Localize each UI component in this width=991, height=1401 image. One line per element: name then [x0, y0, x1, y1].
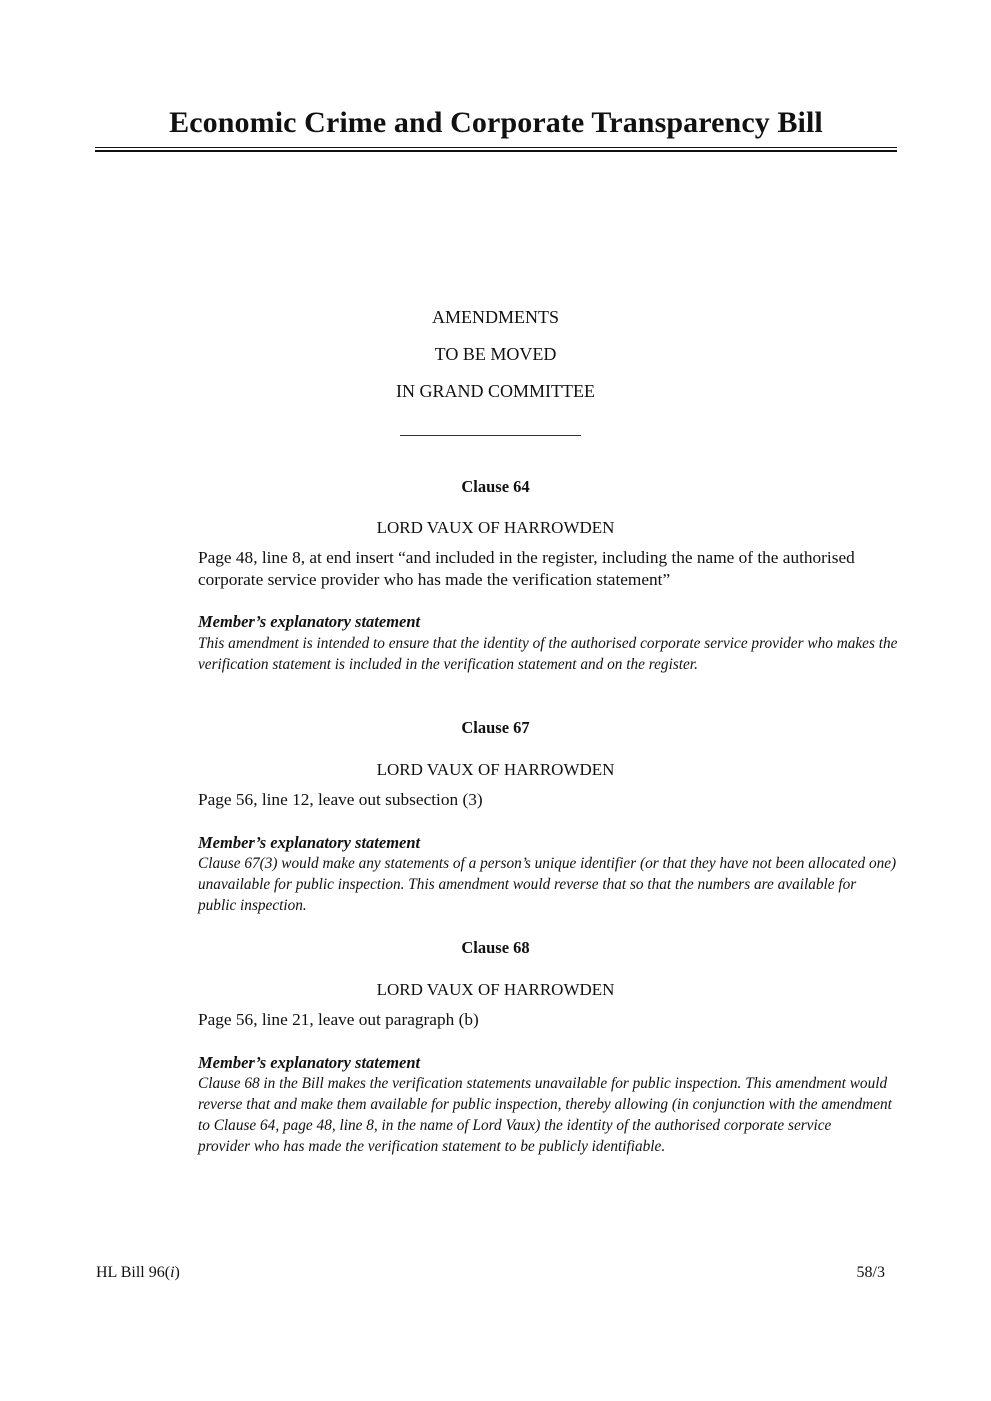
explanatory-heading: Member’s explanatory statement: [198, 833, 421, 852]
page-reference: 58/3: [856, 1264, 885, 1281]
heading-amendments: AMENDMENTS: [431, 307, 559, 327]
title-rule-thick: [95, 150, 897, 152]
document-title: Economic Crime and Corporate Transparency Bill: [169, 106, 823, 139]
amendment-text: Page 48, line 8, at end insert “and included in the register, including the name of the authorised corporate service provider who has made the verification statement”: [198, 548, 855, 589]
heading-grand-committee: IN GRAND COMMITTEE: [396, 381, 595, 401]
explanatory-text-line: Clause 68 in the Bill makes the verification statements unavailable for public inspection. This amendment would reverse that and make them available for public inspection, thereby allowing (in conjunction with the amendment to Clause 64, page 48, line 8, in the name of Lord Vaux) the identity of the authorised corporate service: [198, 1075, 892, 1134]
title-rule-thin: [95, 147, 897, 148]
bill-ref-prefix: HL Bill 96(: [96, 1264, 171, 1281]
member-name: LORD VAUX OF HARROWDEN: [376, 760, 615, 779]
explanatory-text-line: provider who has made the verification statement to be publicly identifiable.: [198, 1138, 666, 1155]
bill-ref-suffix: ): [174, 1264, 180, 1281]
amendment-text: Page 56, line 21, leave out paragraph (b): [198, 1010, 479, 1029]
explanatory-heading: Member’s explanatory statement: [198, 612, 421, 631]
clause-heading: Clause 64: [461, 477, 530, 496]
amendment-text: Page 56, line 12, leave out subsection (3): [198, 790, 483, 809]
member-name: LORD VAUX OF HARROWDEN: [376, 518, 615, 537]
section-divider: [400, 435, 581, 436]
member-name: LORD VAUX OF HARROWDEN: [376, 980, 615, 999]
clause-heading: Clause 67: [461, 718, 530, 737]
explanatory-text: This amendment is intended to ensure that the identity of the authorised corporate service provider who makes the verification statement is included in the verification statement and on the register.: [198, 635, 898, 673]
explanatory-heading: Member’s explanatory statement: [198, 1053, 421, 1072]
explanatory-text: [198, 1073, 893, 1157]
explanatory-text: Clause 67(3) would make any statements of a person’s unique identifier (or that they have not been allocated one) unavailable for public inspection. This amendment would reverse that so that the numbers are available for public inspection.: [198, 855, 897, 914]
clause-heading: Clause 68: [461, 938, 530, 957]
bill-ref-italic: i: [170, 1264, 175, 1281]
heading-to-be-moved: TO BE MOVED: [434, 344, 557, 364]
bill-reference: [96, 1264, 180, 1282]
